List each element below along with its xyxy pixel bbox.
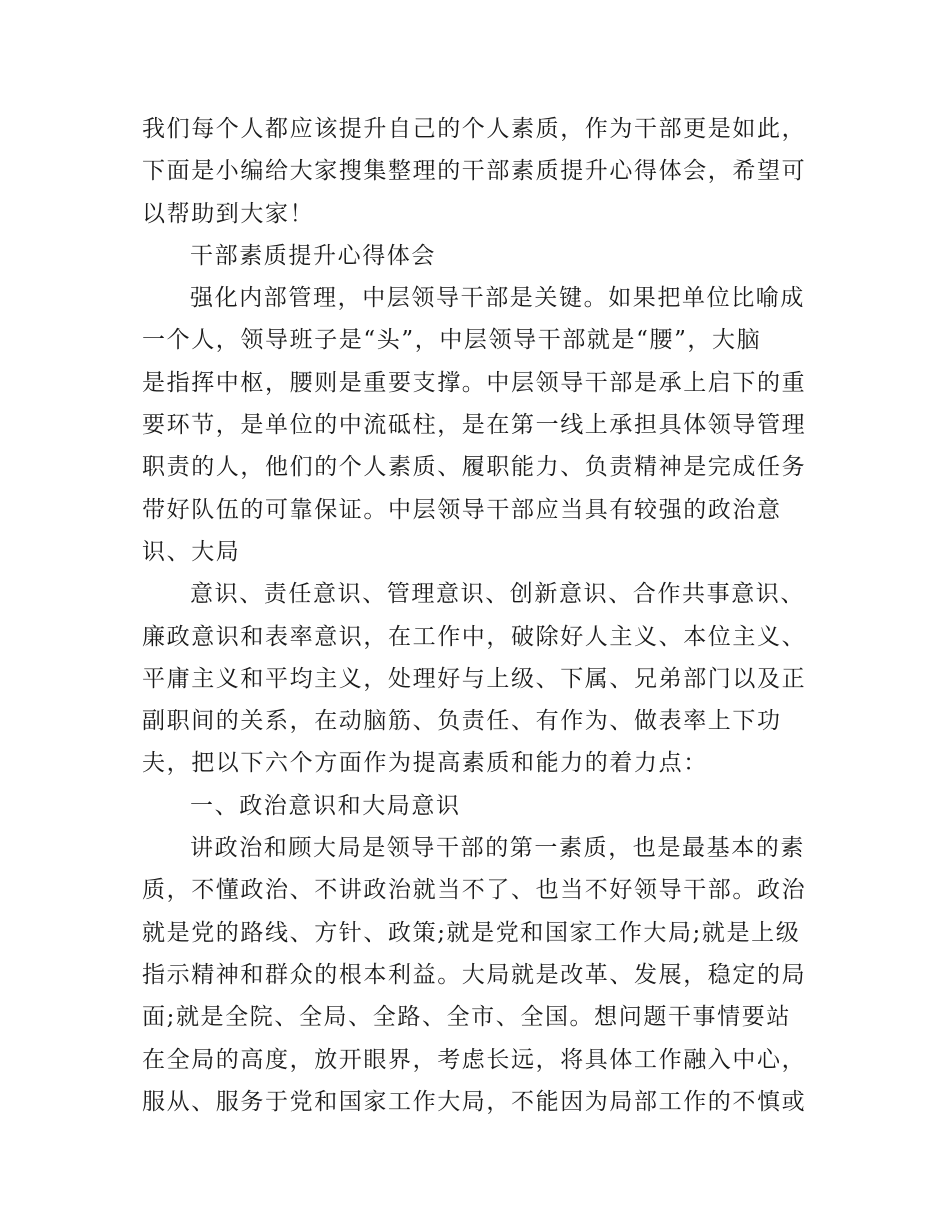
intro-line-1: 我们每个人都应该提升自己的个人素质，作为干部更是如此， <box>142 116 807 142</box>
intro-line-3: 以帮助到大家！ <box>142 200 315 227</box>
paragraph-3-line-4: 指示精神和群众的根本利益。大局就是改革、发展，稳定的局 <box>142 961 807 988</box>
paragraph-1-line-4: 要环节，是单位的中流砥柱，是在第一线上承担具体领导管理 <box>142 412 807 439</box>
paragraph-1-line-6: 带好队伍的可靠保证。中层领导干部应当具有较强的政治意 <box>142 496 782 523</box>
intro-line-2: 下面是小编给大家搜集整理的干部素质提升心得体会，希望可 <box>142 158 807 185</box>
paragraph-2-line-1: 意识、责任意识、管理意识、创新意识、合作共事意识、 <box>190 581 805 608</box>
paragraph-1-line-2: 一个人，领导班子是“头”，中层领导干部就是“腰”，大脑 <box>142 327 762 354</box>
paragraph-3-line-7: 服从、服务于党和国家工作大局，不能因为局部工作的不慎或 <box>142 1088 807 1115</box>
paragraph-3-line-3: 就是党的路线、方针、政策;就是党和国家工作大局;就是上级 <box>142 919 801 946</box>
section-heading-1: 一、政治意识和大局意识 <box>190 792 461 819</box>
article-title: 干部素质提升心得体会 <box>190 242 436 269</box>
paragraph-3-line-1: 讲政治和顾大局是领导干部的第一素质，也是最基本的素 <box>190 835 805 862</box>
paragraph-2-line-5: 夫，把以下六个方面作为提高素质和能力的着力点： <box>142 750 708 777</box>
paragraph-2-line-3: 平庸主义和平均主义，处理好与上级、下属、兄弟部门以及正 <box>142 665 807 692</box>
paragraph-1-line-3: 是指挥中枢，腰则是重要支撑。中层领导干部是承上启下的重 <box>142 369 807 396</box>
paragraph-3-line-6: 在全局的高度，放开眼界，考虑长远，将具体工作融入中心， <box>142 1046 807 1073</box>
document-body <box>142 108 812 1123</box>
paragraph-1-line-1: 强化内部管理，中层领导干部是关键。如果把单位比喻成 <box>190 285 805 312</box>
paragraph-1-line-7: 识、大局 <box>142 538 241 565</box>
paragraph-3-line-2: 质，不懂政治、不讲政治就当不了、也当不好领导干部。政治 <box>142 877 807 904</box>
paragraph-2-line-4: 副职间的关系，在动脑筋、负责任、有作为、做表率上下功 <box>142 708 782 735</box>
paragraph-1-line-5: 职责的人，他们的个人素质、履职能力、负责精神是完成任务 <box>142 454 807 481</box>
paragraph-2-line-2: 廉政意识和表率意识，在工作中，破除好人主义、本位主义、 <box>142 623 807 650</box>
paragraph-3-line-5: 面;就是全院、全局、全路、全市、全国。想问题干事情要站 <box>142 1004 791 1031</box>
